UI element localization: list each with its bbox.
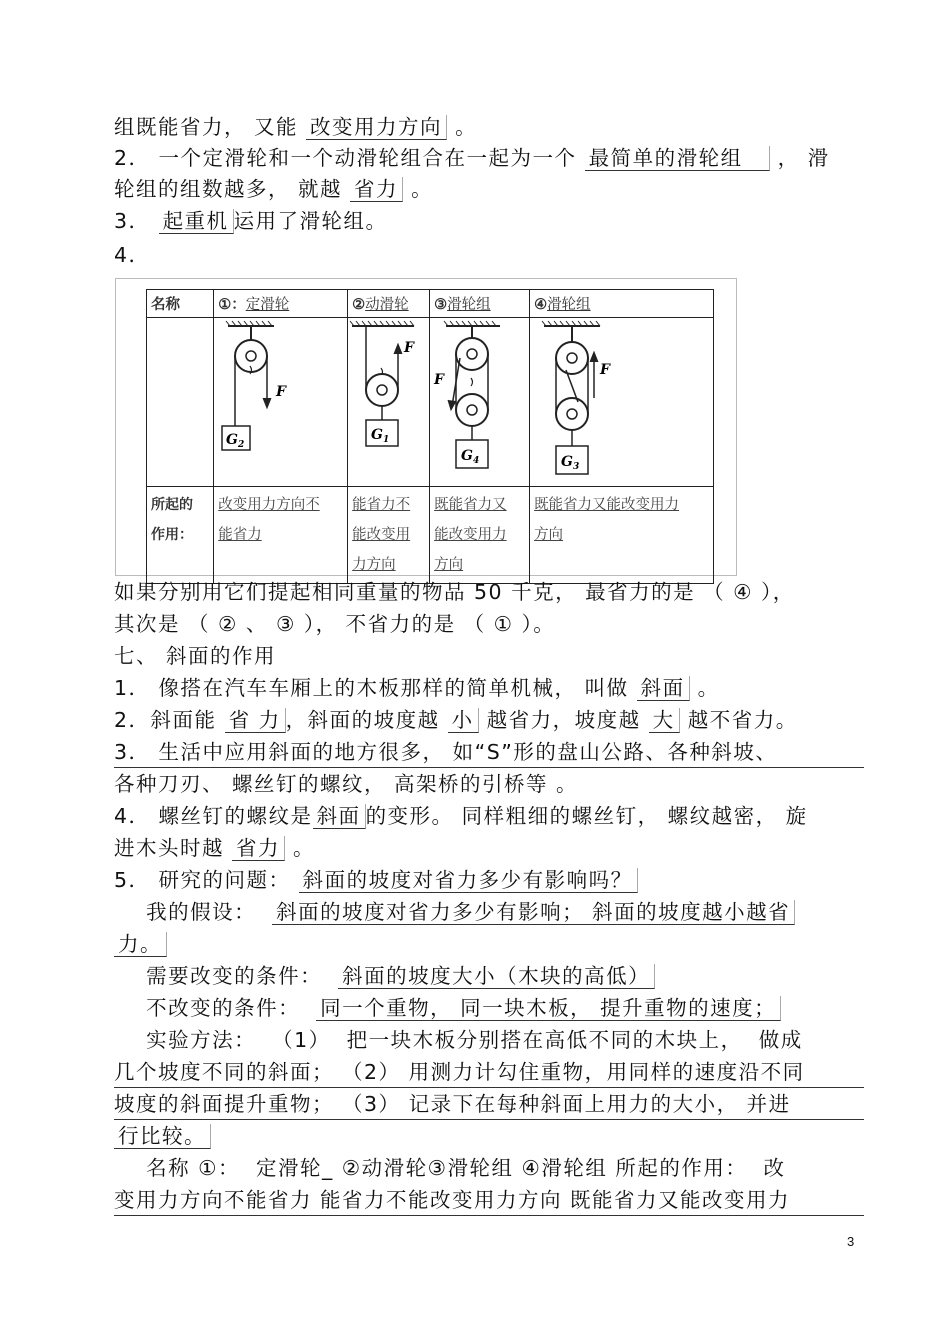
weight-label: $G_1$ xyxy=(371,427,390,445)
pulley-block-a-icon xyxy=(430,318,528,482)
section-heading: 七、 斜面的作用 xyxy=(114,644,277,668)
answer-blank: 斜面的坡度对省力多少有影响吗？ xyxy=(299,868,638,893)
force-label: F xyxy=(276,384,287,400)
table-header-row xyxy=(147,290,714,318)
text-line: 不改变的条件： 同一个重物， 同一块木板， 提升重物的速度； xyxy=(114,993,864,1023)
text: 。 xyxy=(447,115,478,139)
answer-blank: 力。 xyxy=(114,932,167,957)
text-line xyxy=(114,1121,864,1151)
text-line: 各种刀刃、 螺丝钉的螺纹， 高架桥的引桥等 。 xyxy=(114,772,579,796)
force-label: F xyxy=(404,340,415,356)
text-line: 坡度的斜面提升重物； （3） 记录下在每种斜面上用力的大小， 并进 xyxy=(114,1089,864,1120)
text-line: 名称 ①： 定滑轮_ ②动滑轮③滑轮组 ④滑轮组 所起的作用： 改 xyxy=(114,1156,786,1180)
header-fixed-pulley: ①：定滑轮 xyxy=(214,290,348,318)
text: 3． xyxy=(114,209,159,233)
text-line: 实验方法： （1） 把一块木板分别搭在高低不同的木块上， 做成 xyxy=(114,1028,803,1052)
purpose-fixed-pulley: 改变用力方向不 能省力 xyxy=(214,487,348,584)
weight-label: $G_2$ xyxy=(226,432,245,450)
movable-pulley-diagram xyxy=(348,318,430,487)
text-line: 如果分别用它们提起相同重量的物品 50 千克， 最省力的是 （ ④ ）， xyxy=(114,580,795,604)
text-line: 1． 像搭在汽车车厢上的木板那样的简单机械， 叫做 斜面 。 xyxy=(114,676,720,700)
answer-blank: 斜面 xyxy=(637,676,690,701)
text-line: 4． 螺丝钉的螺纹是 斜面 的变形。 同样粗细的螺丝钉， 螺纹越密， 旋 xyxy=(114,804,808,828)
answer-blank: 省 力 xyxy=(225,708,286,733)
weight-label: $G_4$ xyxy=(461,448,480,466)
text-line xyxy=(114,929,864,959)
text-line: 我的假设： 斜面的坡度对省力多少有影响； 斜面的坡度越小越省 xyxy=(114,897,864,927)
answer-blank: 大 xyxy=(649,708,680,733)
pulley-block-a-diagram xyxy=(430,318,530,487)
text-line: 几个坡度不同的斜面； （2） 用测力计勾住重物，用同样的速度沿不同 xyxy=(114,1057,864,1088)
pulley-block-b-icon xyxy=(530,318,710,482)
text-line: 3． 生活中应用斜面的地方很多， 如“S”形的盘山公路、各种斜坡、 xyxy=(114,737,864,768)
purpose-pulley-block-b: 既能省力又能改变用力 方向 xyxy=(530,487,714,584)
answer-blank: 小 xyxy=(448,708,479,733)
text: 组既能省力， 又能 xyxy=(114,115,307,139)
purpose-movable-pulley: 能省力不 能改变用 力方向 xyxy=(348,487,430,584)
table-diagram-row xyxy=(147,318,714,487)
text: ， 滑 xyxy=(769,146,830,170)
text-line xyxy=(114,240,864,270)
fixed-pulley-diagram xyxy=(214,318,348,487)
text-line xyxy=(114,174,864,204)
header-pulley-block-b: ④滑轮组 xyxy=(530,290,714,318)
text-line xyxy=(114,143,864,173)
answer-blank: 斜面的坡度大小（木块的高低） xyxy=(338,964,655,989)
text: 4． xyxy=(114,243,151,267)
header-label: 名称 xyxy=(147,290,214,318)
text-line: 2．斜面能 省 力 ，斜面的坡度越 小 越省力，坡度越 大 越不省力。 xyxy=(114,708,798,732)
header-pulley-block-a: ③滑轮组 xyxy=(430,290,530,318)
pulley-block-b-diagram xyxy=(530,318,714,487)
movable-pulley-icon xyxy=(348,318,428,482)
table-purpose-row xyxy=(147,487,714,584)
answer-blank: 起重机 xyxy=(159,209,234,234)
answer-blank: 最简单的滑轮组 xyxy=(585,146,770,171)
answer-blank: 省力 xyxy=(350,177,403,202)
text-line: 5． 研究的问题： 斜面的坡度对省力多少有影响吗？ xyxy=(114,865,864,895)
fixed-pulley-icon xyxy=(214,318,344,482)
text-line: 变用力方向不能省力 能省力不能改变用力方向 既能省力又能改变用力 xyxy=(114,1185,864,1216)
text-line xyxy=(114,206,864,236)
force-label: F xyxy=(600,362,611,378)
answer-blank: 同一个重物， 同一块木板， 提升重物的速度； xyxy=(316,996,781,1021)
header-movable-pulley: ②动滑轮 xyxy=(348,290,430,318)
answer-blank: 斜面的坡度对省力多少有影响； 斜面的坡度越小越省 xyxy=(272,900,795,925)
purpose-pulley-block-a: 既能省力又 能改变用力 方向 xyxy=(430,487,530,584)
answer-blank: 斜面 xyxy=(313,804,366,829)
text: 轮组的组数越多， 就越 xyxy=(114,177,351,201)
weight-label: $G_3$ xyxy=(561,454,580,472)
text-line: 需要改变的条件： 斜面的坡度大小（木块的高低） xyxy=(114,961,864,991)
pulley-table-image xyxy=(115,278,737,576)
page-number: 3 xyxy=(847,1234,855,1249)
pulley-table xyxy=(146,289,714,584)
text: 2． 一个定滑轮和一个动滑轮组合在一起为一个 xyxy=(114,146,585,170)
text-line: 其次是 （ ② 、 ③ ）， 不省力的是 （ ① ）。 xyxy=(114,612,556,636)
force-label: F xyxy=(434,372,445,388)
text-line xyxy=(114,112,864,142)
purpose-label: 所起的 作用： xyxy=(147,487,214,584)
text-line: 进木头时越 省力 。 xyxy=(114,836,316,860)
text: 。 xyxy=(403,177,434,201)
text: 运用了滑轮组。 xyxy=(233,209,388,233)
answer-blank: 改变用力方向 xyxy=(306,115,447,140)
answer-blank: 行比较。 xyxy=(114,1124,211,1149)
answer-blank: 省力 xyxy=(232,836,285,861)
